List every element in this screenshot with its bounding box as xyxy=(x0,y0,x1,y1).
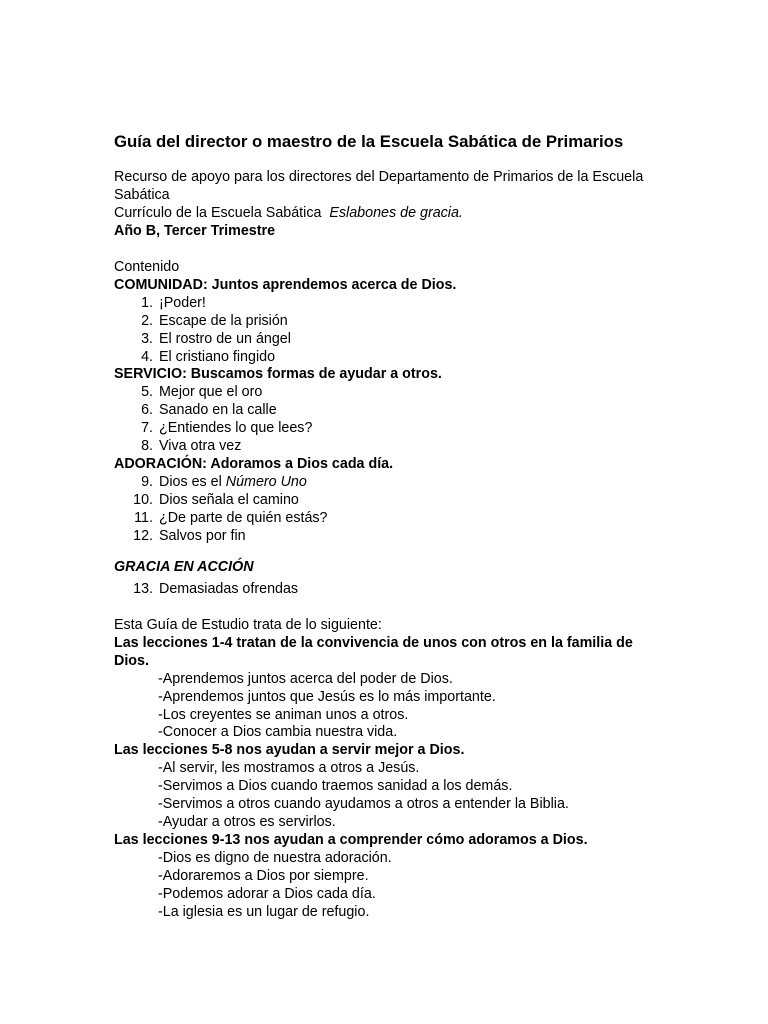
lesson-item xyxy=(114,438,654,456)
lesson-item xyxy=(114,510,654,528)
lesson-title: Sanado en la calle xyxy=(159,402,277,419)
guide-intro: Esta Guía de Estudio trata de lo siguiente: xyxy=(114,617,382,633)
lesson-number: 3. xyxy=(141,330,153,347)
lesson-item xyxy=(114,384,654,402)
lesson-item xyxy=(114,528,654,546)
lesson-title: Viva otra vez xyxy=(159,438,242,455)
lesson-title: Salvos por fin xyxy=(159,527,246,544)
group-point: -Conocer a Dios cambia nuestra vida. xyxy=(158,724,398,741)
lesson-number: 8. xyxy=(141,438,153,455)
guide-block xyxy=(114,617,654,921)
grace-title: GRACIA EN ACCIÓN xyxy=(114,559,254,575)
lesson-title: Dios es el xyxy=(159,473,222,490)
lesson-title: El cristiano fingido xyxy=(159,348,276,365)
group-point: -Aprendemos juntos acerca del poder de Dios. xyxy=(158,670,453,687)
lesson-item xyxy=(114,313,654,331)
lesson-list xyxy=(114,295,654,367)
section-title: ADORACIÓN: Adoramos a Dios cada día. xyxy=(114,455,394,472)
contents-heading: Contenido xyxy=(114,259,180,275)
grace-block xyxy=(114,559,654,599)
lesson-title: Dios señala el camino xyxy=(159,491,299,508)
group-title: Las lecciones 9-13 nos ayudan a comprender cómo adoramos a Dios. xyxy=(114,831,588,848)
document-title: Guía del director o maestro de la Escuela Sabática de Primarios xyxy=(114,132,624,151)
intro-description: Recurso de apoyo para los directores del Departamento de Primarios de la Escuela Sabática xyxy=(114,169,644,203)
lesson-number: 2. xyxy=(141,312,153,329)
curriculum-line xyxy=(114,205,654,223)
lesson-number: 13. xyxy=(133,580,153,597)
group-point: -La iglesia es un lugar de refugio. xyxy=(158,903,370,920)
lesson-title: Mejor que el oro xyxy=(159,384,263,401)
section-title: SERVICIO: Buscamos formas de ayudar a otros. xyxy=(114,366,442,383)
lesson-item xyxy=(114,402,654,420)
group-point: -Dios es digno de nuestra adoración. xyxy=(158,849,392,866)
lesson-list xyxy=(114,384,654,456)
lesson-title-italic: Número Uno xyxy=(225,473,307,490)
contents-block xyxy=(114,259,654,546)
lesson-title: ¿Entiendes lo que lees? xyxy=(159,420,313,437)
lesson-list xyxy=(114,474,654,546)
lesson-item xyxy=(114,581,654,599)
lesson-item xyxy=(114,295,654,313)
lesson-number: 9. xyxy=(141,473,153,490)
lesson-title: ¡Poder! xyxy=(159,294,206,311)
group-point: -Aprendemos juntos que Jesús es lo más importante. xyxy=(158,688,496,705)
group-point: -Los creyentes se animan unos a otros. xyxy=(158,706,409,723)
lesson-number: 7. xyxy=(141,420,153,437)
intro-block xyxy=(114,169,654,241)
lesson-title: ¿De parte de quién estás? xyxy=(159,509,328,526)
lesson-title: Demasiadas ofrendas xyxy=(159,580,299,597)
section-title: COMUNIDAD: Juntos aprendemos acerca de Dios. xyxy=(114,276,457,293)
lesson-number: 5. xyxy=(141,384,153,401)
lesson-number: 10. xyxy=(133,491,153,508)
lesson-item xyxy=(114,492,654,510)
lesson-item xyxy=(114,349,654,367)
group-point: -Adoraremos a Dios por siempre. xyxy=(158,867,369,884)
lesson-item xyxy=(114,420,654,438)
curriculum-label: Currículo de la Escuela Sabática xyxy=(114,204,322,221)
lesson-title: Escape de la prisión xyxy=(159,312,288,329)
group-point: -Podemos adorar a Dios cada día. xyxy=(158,885,376,902)
lesson-list xyxy=(114,581,654,599)
curriculum-title: Eslabones de gracia. xyxy=(329,204,463,221)
group-point: -Servimos a Dios cuando traemos sanidad a los demás. xyxy=(158,778,513,795)
lesson-item xyxy=(114,331,654,349)
lesson-number: 1. xyxy=(141,294,153,311)
lesson-number: 6. xyxy=(141,402,153,419)
group-point: -Ayudar a otros es servirlos. xyxy=(158,813,336,830)
group-title: Las lecciones 1-4 tratan de la convivencia de unos con otros en la familia de Dios. xyxy=(114,634,633,669)
lesson-number: 12. xyxy=(133,527,153,544)
lesson-number: 4. xyxy=(141,348,153,365)
lesson-title: El rostro de un ángel xyxy=(159,330,291,347)
group-point: -Servimos a otros cuando ayudamos a otros a entender la Biblia. xyxy=(158,796,569,813)
lesson-item xyxy=(114,474,654,492)
group-point: -Al servir, les mostramos a otros a Jesús. xyxy=(158,760,420,777)
lesson-number: 11. xyxy=(134,509,153,526)
term-label: Año B, Tercer Trimestre xyxy=(114,222,276,239)
group-title: Las lecciones 5-8 nos ayudan a servir mejor a Dios. xyxy=(114,742,465,759)
